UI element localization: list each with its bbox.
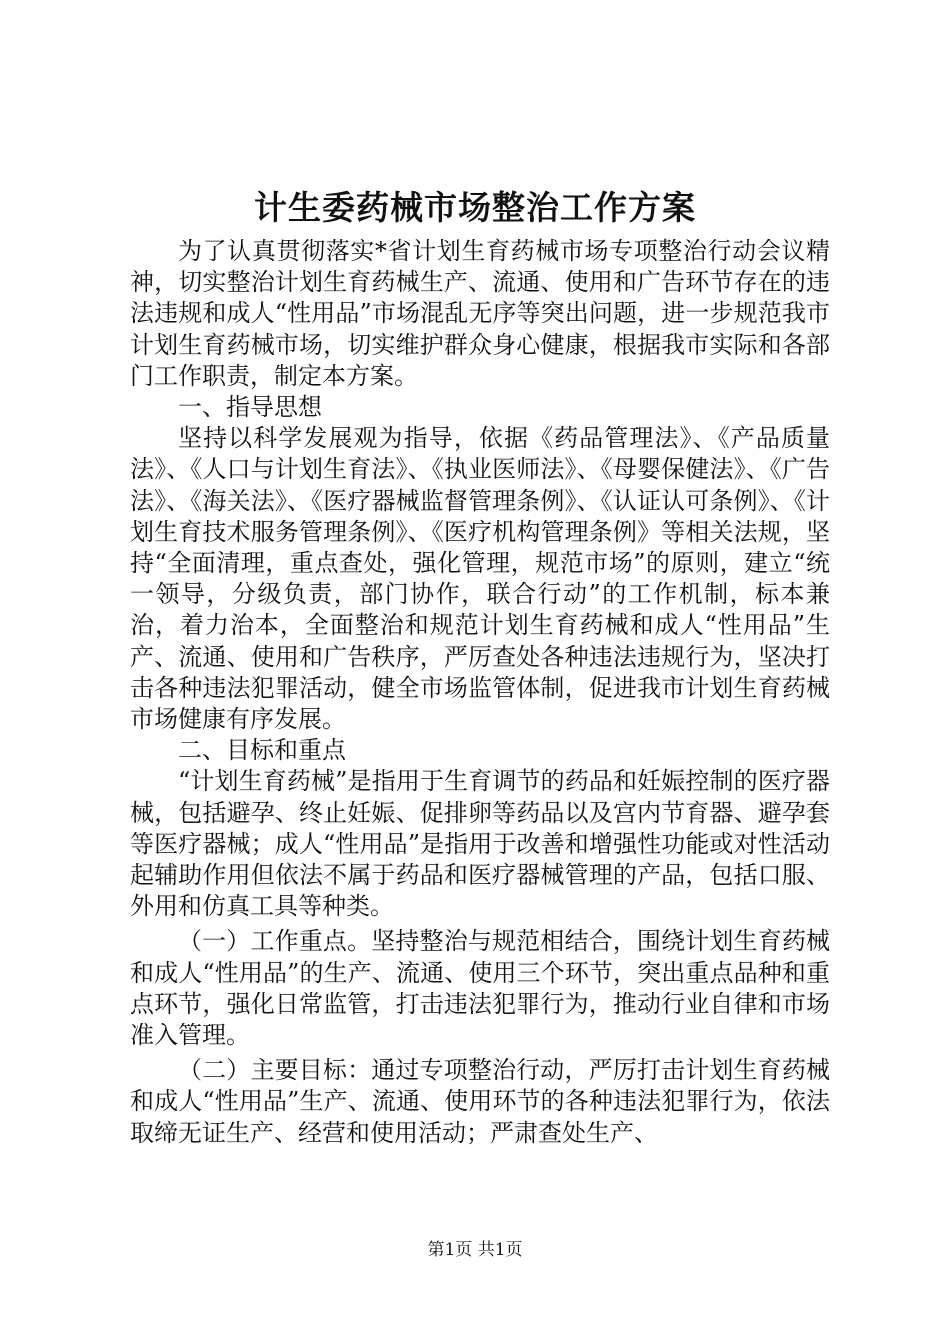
document-body [130, 236, 830, 1149]
section-heading-guiding-ideology: 一、指导思想 [178, 393, 322, 422]
section-heading-goals-and-focus: 二、目标和重点 [178, 736, 346, 765]
paragraph-work-focus: （一）工作重点。坚持整治与规范相结合，围绕计划生育药械和成人“性用品”的生产、流通、使用三个环节，突出重点品种和重点环节，强化日常监管，打击违法犯罪行为，推动行业自律和市场准入管理。 [130, 927, 830, 1050]
paragraph-definitions: “计划生育药械”是指用于生育调节的药品和妊娠控制的医疗器械，包括避孕、终止妊娠、促排卵等药品以及宫内节育器、避孕套等医疗器械；成人“性用品”是指用于改善和增强性功能或对性活动起辅助作用但依法不属于药品和医疗器械管理的产品，包括口服、外用和仿真工具等种类。 [130, 767, 830, 921]
paragraph-guiding-ideology: 坚持以科学发展观为指导，依据《药品管理法》、《产品质量法》、《人口与计划生育法》、《执业医师法》、《母婴保健法》、《广告法》、《海关法》、《医疗器械监督管理条例》、《认证认可条例》、《计划生育技术服务管理条例》、《医疗机构管理条例》等相关法规，坚持“全面清理，重点查处，强化管理，规范市场”的原则，建立“统一领导，分级负责，部门协作，联合行动”的工作机制，标本兼治，着力治本，全面整治和规范计划生育药械和成人“性用品”生产、流通、使用和广告秩序，严厉查处各种违法违规行为，坚决打击各种违法犯罪活动，健全市场监管体制，促进我市计划生育药械市场健康有序发展。 [130, 424, 830, 734]
page-footer: 第1页 共1页 [427, 1240, 523, 1260]
document-title: 计生委药械市场整治工作方案 [254, 188, 696, 227]
paragraph-intro: 为了认真贯彻落实*省计划生育药械市场专项整治行动会议精神，切实整治计划生育药械生产、流通、使用和广告环节存在的违法违规和成人“性用品”市场混乱无序等突出问题，进一步规范我市计划生育药械市场，切实维护群众身心健康，根据我市实际和各部门工作职责，制定本方案。 [130, 237, 830, 390]
paragraph-main-goals: （二）主要目标：通过专项整治行动，严厉打击计划生育药械和成人“性用品”生产、流通、使用环节的各种违法犯罪行为，依法取缔无证生产、经营和使用活动；严肃查处生产、 [130, 1056, 830, 1147]
